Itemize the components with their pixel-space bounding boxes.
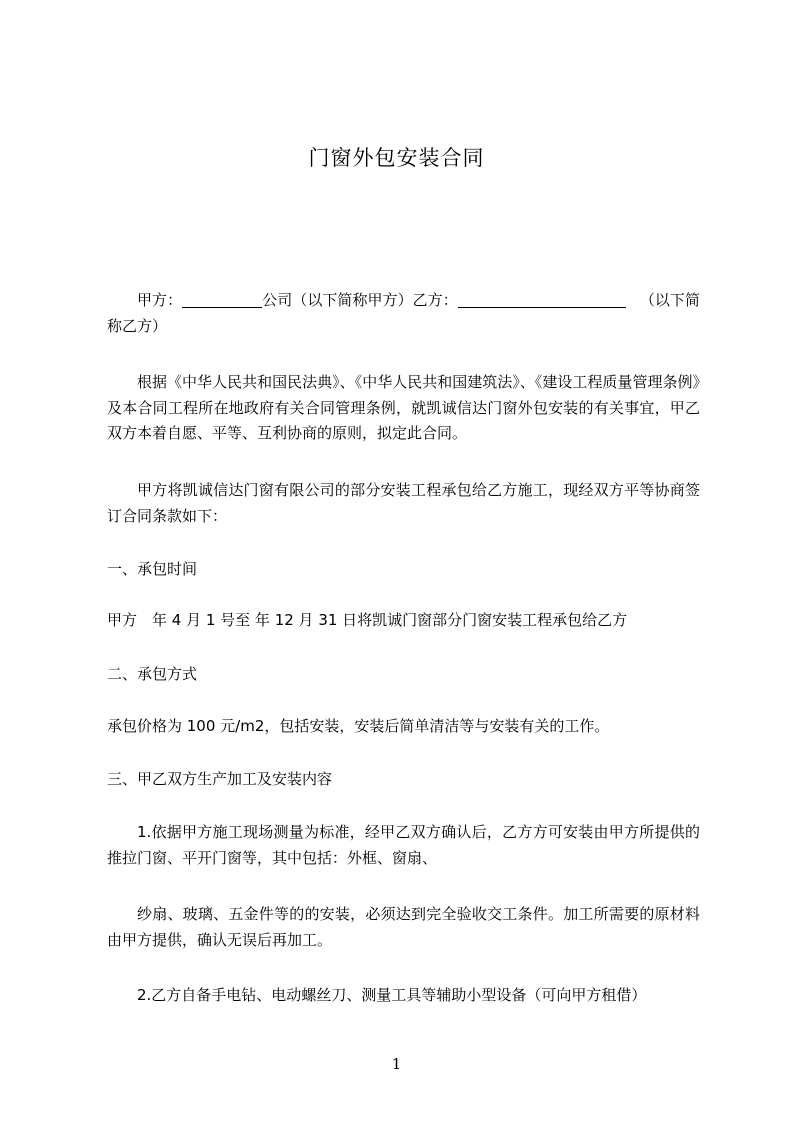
page-number: 1 (391, 1055, 402, 1073)
section-1-heading: 一、承包时间 (107, 560, 198, 578)
party-a-label: 甲方： (137, 291, 183, 309)
contract-title: 门窗外包安装合同 (308, 146, 485, 170)
party-b-note: （以下简称乙方） (107, 291, 700, 335)
section-1-text: 甲方 年 4 月 1 号至 年 12 月 31 日将凯诚门窗部分门窗安装工程承包给乙方 (107, 611, 628, 629)
section-2-text: 承包价格为 100 元/m2，包括安装，安装后简单清洁等与安装有关的工作。 (107, 717, 610, 735)
section-3-item-2: 2.乙方自备手电钻、电动螺丝刀、测量工具等辅助小型设备（可向甲方租借） (137, 986, 647, 1004)
parties-paragraph (107, 288, 700, 339)
basis-paragraph: 根据《中华人民共和国民法典》、《中华人民共和国建筑法》、《建设工程质量管理条例》及本合同工程所在地政府有关合同管理条例，就凯诚信达门窗外包安装的有关事宜，甲乙双方本着自愿、平等、互利协商的原则，拟定此合同。 (107, 373, 700, 442)
section-2-heading: 二、承包方式 (107, 665, 198, 683)
party-a-blank (182, 290, 262, 308)
section-3-heading: 三、甲乙双方生产加工及安装内容 (107, 770, 333, 788)
party-b-blank (458, 290, 626, 308)
party-a-company: 公司（以下简称甲方）乙方： (262, 291, 458, 309)
section-3-item-1-continued: 纱扇、玻璃、五金件等的的安装，必须达到完全验收交工条件。加工所需要的原材料由甲方提供，确认无误后再加工。 (107, 905, 700, 949)
intro-paragraph: 甲方将凯诚信达门窗有限公司的部分安装工程承包给乙方施工，现经双方平等协商签订合同条款如下： (107, 481, 700, 525)
section-3-item-1: 1.依据甲方施工现场测量为标准，经甲乙双方确认后，乙方方可安装由甲方所提供的推拉门窗、平开门窗等，其中包括：外框、窗扇、 (107, 823, 700, 867)
